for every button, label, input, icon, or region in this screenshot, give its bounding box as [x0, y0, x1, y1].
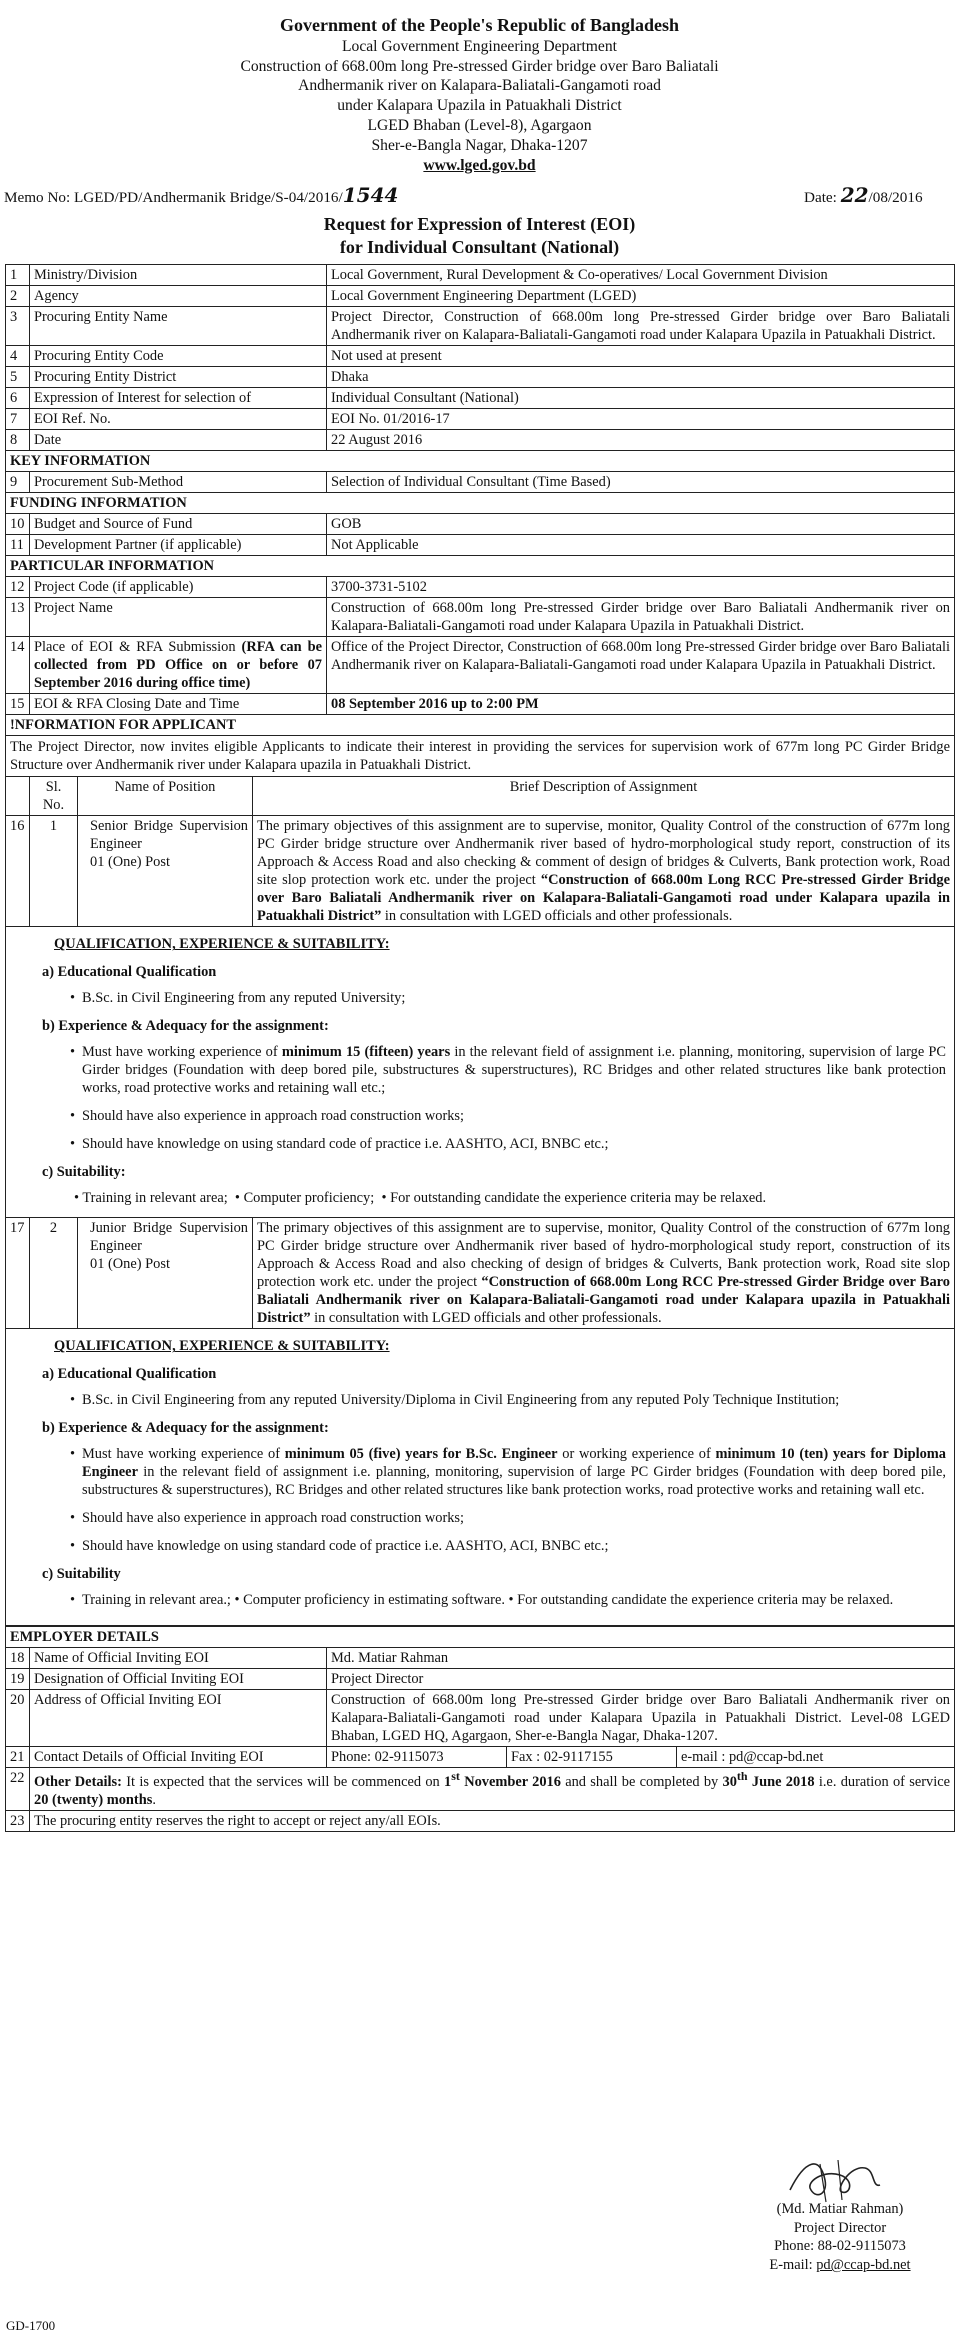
qualification-block-senior: QUALIFICATION, EXPERIENCE & SUITABILITY: a) Educational Qualification • B.Sc. in Civil Engineering from any reputed University; b) Experience & Adequacy for the assignment: • Must have working experience of minimum 15 (fifteen) years in the relevant field of assignment i.e. planning, monitoring, supervision of large PC Girder bridges (Foundation with deep bored pile, substructures & superstructures), RC Bridges and other related structures like bank protection works, road protective works and retaining wall etc.; • Should have also experience in approach road construction works; • Should have knowledge on using standard code of practice i.e. AASHTO, ACI, BNBC etc.; c) Suitability: • Training in relevant area; • Computer proficiency; • For outstanding candidate the experience criteria may be relaxed. [6, 927, 955, 1218]
positions-header: Sl. No. Name of Position Brief Description of Assignment [6, 777, 955, 816]
employer-table [5, 1626, 955, 1832]
table-row: 15 EOI & RFA Closing Date and Time 08 September 2016 up to 2:00 PM [6, 694, 955, 715]
section-particular-information: PARTICULAR INFORMATION [6, 556, 955, 577]
project-line-2: Andhermanik river on Kalapara-Baliatali-Gangamoti road [298, 77, 661, 95]
handwritten-memo-number: 1544 [342, 183, 399, 208]
table-row: 2 Agency Local Government Engineering Department (LGED) [6, 286, 955, 307]
table-row: 22 Other Details: It is expected that the services will be commenced on 1st November 2016 and shall be completed by 30th June 2018 i.e. duration of service 20 (twenty) months. [6, 1768, 955, 1811]
table-row: 19 Designation of Official Inviting EOI Project Director [6, 1669, 955, 1690]
footer-code: GD-1700 [6, 2318, 56, 2333]
website-link[interactable]: www.lged.gov.bd [423, 156, 536, 174]
section-funding-information: FUNDING INFORMATION [6, 493, 955, 514]
position-row-senior: 16 1 Senior Bridge Supervision Engineer 01 (One) Post The primary objectives of this assignment are to supervise, monitor, Quality Control of the construction of 677m long PC Girder bridge structure over Andhermanik river based of hydro-morphological study report, construction of its Approach & Access Road and also checking & comment of design of bridges & Culverts, Bank protection work, Road site slop protection work etc. under the project “Construction of 668.00m Long RCC Pre-stressed Girder Bridge over Baro Baliatali Andhermanik river on Kalapara-Baliatali-Gangamoti road under Kalapara upazila in Patuakhali District” in consultation with LGED officials and other professionals. [6, 816, 955, 927]
address-line-1: LGED Bhaban (Level-8), Agargaon [367, 117, 592, 135]
signatory-phone: Phone: 88-02-9115073 [774, 2238, 906, 2255]
memo-number: Memo No: LGED/PD/Andhermanik Bridge/S-04/2016/1544 [4, 183, 399, 208]
table-row: 20 Address of Official Inviting EOI Construction of 668.00m long Pre-stressed Girder bridge over Baro Baliatali Andhermanik river on Kalapara-Baliatali-Gangamoti road under Kalapara Upazila in Patuakhali District. Level-08 LGED Bhaban, LGED HQ, Agargaon, Sher-e-Bangla Nagar, Dhaka-1207. [6, 1690, 955, 1747]
memo-date: Date: 22/08/2016 [804, 183, 923, 208]
signatory-email: E-mail: pd@ccap-bd.net [769, 2257, 911, 2274]
table-row: 12 Project Code (if applicable) 3700-3731-5102 [6, 577, 955, 598]
memo-line [0, 181, 959, 207]
address-line-2: Sher-e-Bangla Nagar, Dhaka-1207 [371, 136, 588, 154]
government-title: Government of the People's Republic of Bangladesh [280, 15, 679, 35]
project-line-3: under Kalapara Upazila in Patuakhali District [337, 97, 622, 115]
position-row-junior: 17 2 Junior Bridge Supervision Engineer 01 (One) Post The primary objectives of this assignment are to supervise, monitor, Quality Control of the construction of 677m long PC Girder bridge structure over Andhermanik river based of hydro-morphological study report, construction of its Approach & Access Road and also checking of design of bridges & Culverts, Bank protection work, Road site slop protection work etc. under the project “Construction of 668.00m Long RCC Pre-stressed Girder Bridge over Baro Baliatali Andhermanik river on Kalapara-Baliatali-Gangamoti road under Kalapara upazila in Patuakhali District” in consultation with LGED officials and other professionals. [6, 1218, 955, 1329]
section-information-for-applicant: !NFORMATION FOR APPLICANT [6, 715, 955, 736]
positions-table [5, 776, 955, 1626]
document-title: Request for Expression of Interest (EOI) for Individual Consultant (National) [323, 214, 636, 257]
department-name: Local Government Engineering Department [342, 37, 617, 55]
table-row: 13 Project Name Construction of 668.00m long Pre-stressed Girder bridge over Baro Baliatali Andhermanik river on Kalapara-Baliatali-Gangamoti road under Kalapara Upazila in Patuakhali District. [6, 598, 955, 637]
table-row: 9 Procurement Sub-Method Selection of Individual Consultant (Time Based) [6, 472, 955, 493]
qualification-block-junior: QUALIFICATION, EXPERIENCE & SUITABILITY: a) Educational Qualification • B.Sc. in Civil Engineering from any reputed University/Diploma in Civil Engineering from any reputed Poly Technique Institution; b) Experience & Adequacy for the assignment: • Must have working experience of minimum 05 (five) years for B.Sc. Engineer or working experience of minimum 10 (ten) years for Diploma Engineer in the relevant field of assignment i.e. planning, monitoring, supervision of large PC Girder bridges (Foundation with deep bored pile, substructures & superstructures), RC Bridges and other related structures like bank protection works, road protective works and retaining wall etc. • Should have also experience in approach road construction works; • Should have knowledge on using standard code of practice i.e. AASHTO, ACI, BNBC etc.; c) Suitability • Training in relevant area.; • Computer proficiency in estimating software. • For outstanding candidate the experience criteria may be relaxed. [6, 1329, 955, 1626]
signatory-designation: Project Director [793, 2219, 887, 2236]
letterhead [0, 14, 959, 175]
section-employer-details: EMPLOYER DETAILS [6, 1627, 955, 1648]
table-row: 23 The procuring entity reserves the right to accept or reject any/all EOIs. [6, 1811, 955, 1832]
table-row: 6 Expression of Interest for selection of Individual Consultant (National) [6, 388, 955, 409]
project-line-1: Construction of 668.00m long Pre-stressed Girder bridge over Baro Baliatali [240, 57, 719, 75]
table-row: 18 Name of Official Inviting EOI Md. Matiar Rahman [6, 1648, 955, 1669]
table-row: 10 Budget and Source of Fund GOB [6, 514, 955, 535]
table-row: 5 Procuring Entity District Dhaka [6, 367, 955, 388]
table-row: 11 Development Partner (if applicable) Not Applicable [6, 535, 955, 556]
table-row: 21 Contact Details of Official Inviting EOI Phone: 02-9115073 Fax : 02-9117155 e-mail : pd@ccap-bd.net [6, 1747, 955, 1768]
table-row: 14 Place of EOI & RFA Submission (RFA can be collected from PD Office on or before 07 September 2016 during office time) Office of the Project Director, Construction of 668.00m long Pre-stressed Girder bridge over Baro Baliatali Andhermanik river on Kalapara-Baliatali-Gangamoti road under Kalapara Upazila in Patuakhali District. [6, 637, 955, 694]
table-row: 1 Ministry/Division Local Government, Rural Development & Co-operatives/ Local Government Division [6, 265, 955, 286]
table-row: 4 Procuring Entity Code Not used at present [6, 346, 955, 367]
contact-email[interactable]: e-mail : pd@ccap-bd.net [677, 1747, 955, 1768]
table-row: 7 EOI Ref. No. EOI No. 01/2016-17 [6, 409, 955, 430]
table-row: 8 Date 22 August 2016 [6, 430, 955, 451]
signatory-name: (Md. Matiar Rahman) [776, 2201, 904, 2217]
table-row: 3 Procuring Entity Name Project Director, Construction of 668.00m long Pre-stressed Girder bridge over Baro Baliatali Andhermanik river on Kalapara-Baliatali-Gangamoti road under Kalapara Upazila in Patuakhali District. [6, 307, 955, 346]
signature-block [740, 2200, 940, 2275]
eoi-table-top [5, 264, 955, 736]
applicant-intro: The Project Director, now invites eligible Applicants to indicate their interest in providing the services for supervision work of 677m long PC Girder Bridge Structure over Andhermanik river under Kalapara upazila in Patuakhali District. [5, 736, 955, 776]
closing-date: 08 September 2016 up to 2:00 PM [331, 696, 539, 713]
email-link[interactable]: pd@ccap-bd.net [816, 2257, 911, 2274]
section-key-information: KEY INFORMATION [6, 451, 955, 472]
handwritten-date: 22 [840, 183, 869, 208]
